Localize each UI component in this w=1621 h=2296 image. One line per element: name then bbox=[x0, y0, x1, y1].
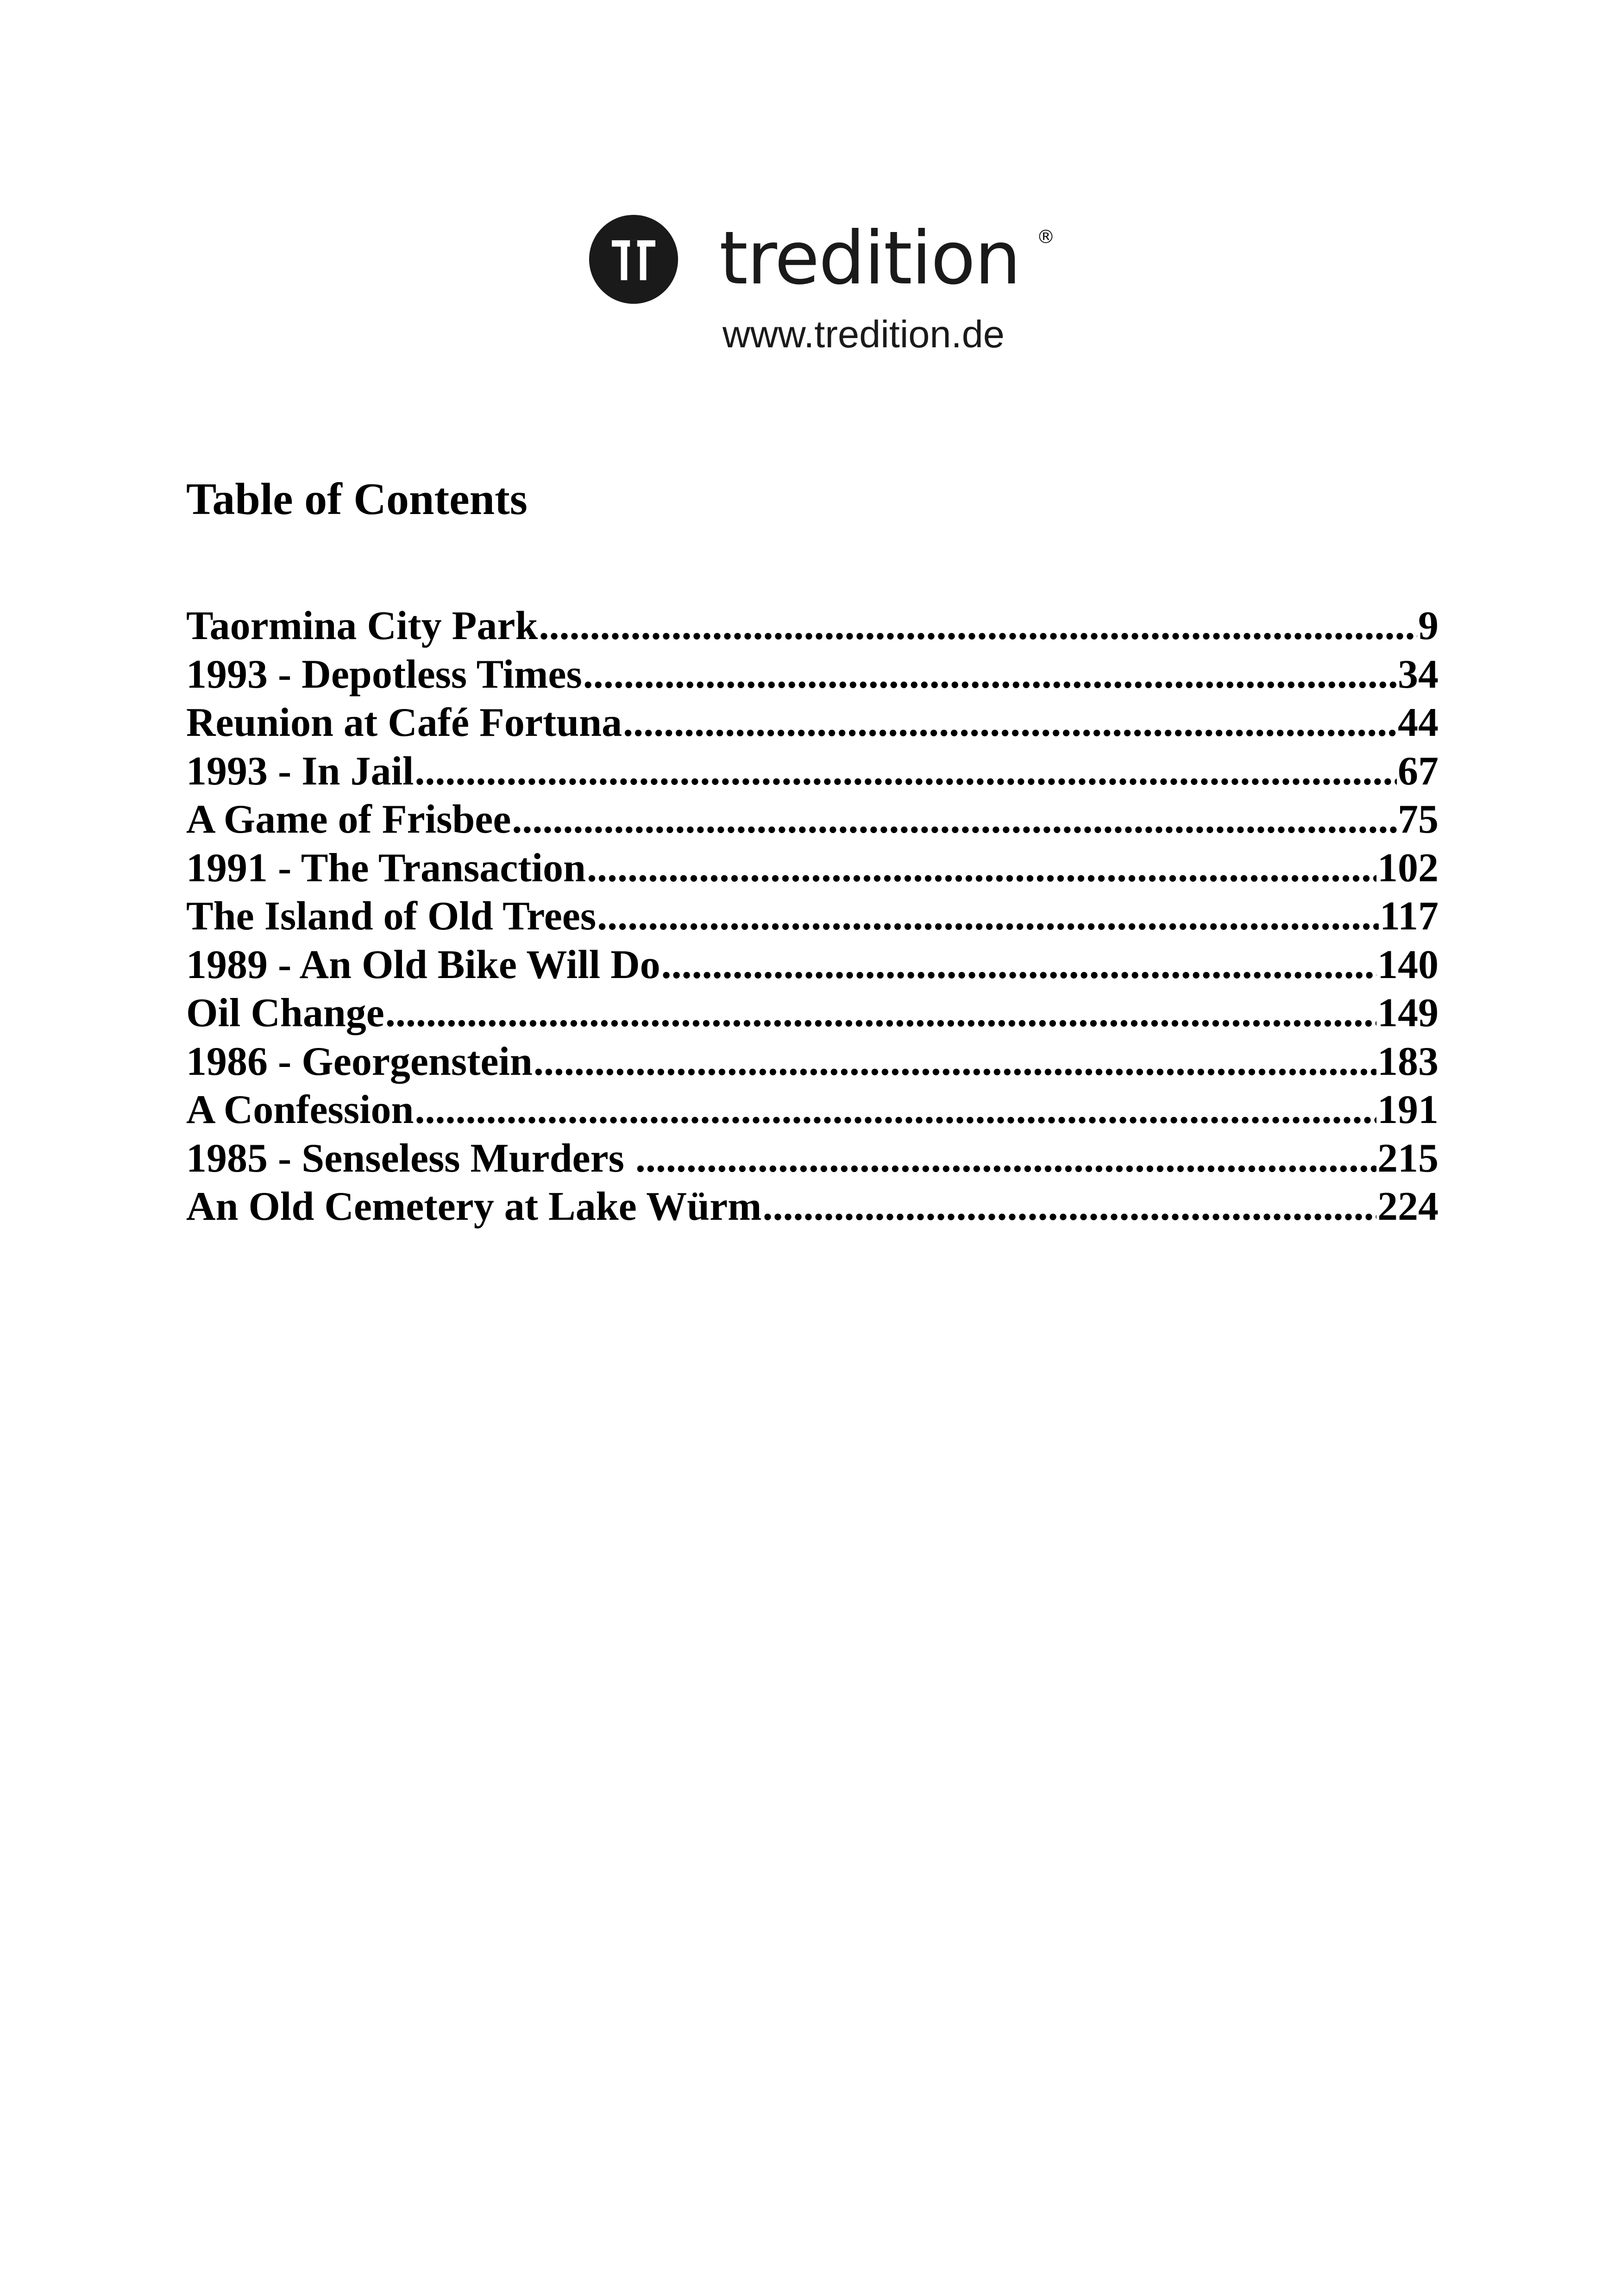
toc-list bbox=[186, 602, 1439, 1231]
toc-entry-page: 67 bbox=[1398, 748, 1439, 794]
toc-heading: Table of Contents bbox=[186, 474, 528, 524]
toc-leader-dots bbox=[385, 989, 1376, 1038]
toc-entry bbox=[186, 1086, 1439, 1135]
toc-entry-page: 140 bbox=[1377, 942, 1439, 987]
toc-entry bbox=[186, 1183, 1439, 1231]
toc-entry bbox=[186, 844, 1439, 893]
toc-leader-dots bbox=[415, 747, 1397, 796]
toc-entry-page: 9 bbox=[1418, 603, 1439, 648]
toc-entry-title: Reunion at Café Fortuna bbox=[186, 700, 622, 745]
toc-entry-title: An Old Cemetery at Lake Würm bbox=[186, 1184, 762, 1229]
toc-entry bbox=[186, 941, 1439, 990]
toc-leader-dots bbox=[635, 1135, 1376, 1183]
toc-entry bbox=[186, 892, 1439, 941]
toc-entry bbox=[186, 699, 1439, 747]
toc-entry-title: The Island of Old Trees bbox=[186, 894, 597, 939]
toc-entry bbox=[186, 651, 1439, 699]
toc-entry-page: 34 bbox=[1398, 652, 1439, 697]
toc-leader-dots bbox=[762, 1183, 1376, 1231]
publisher-url: www.tredition.de bbox=[723, 313, 1005, 356]
toc-entry-page: 117 bbox=[1379, 894, 1439, 939]
toc-entry-title: 1986 - Georgenstein bbox=[186, 1039, 533, 1084]
toc-entry-title: Taormina City Park bbox=[186, 603, 538, 648]
toc-leader-dots bbox=[623, 699, 1397, 747]
toc-entry-title: Oil Change bbox=[186, 991, 384, 1035]
toc-leader-dots bbox=[534, 1038, 1376, 1086]
toc-entry-page: 191 bbox=[1377, 1087, 1439, 1132]
toc-entry bbox=[186, 796, 1439, 844]
toc-entry-page: 102 bbox=[1377, 845, 1439, 891]
toc-entry bbox=[186, 747, 1439, 796]
toc-entry bbox=[186, 1135, 1439, 1183]
toc-entry-page: 215 bbox=[1377, 1135, 1439, 1181]
publisher-wordmark: tredition bbox=[719, 216, 1020, 301]
toc-leader-dots bbox=[597, 892, 1379, 941]
registered-mark: ® bbox=[1037, 226, 1055, 248]
toc-leader-dots bbox=[415, 1086, 1376, 1135]
toc-leader-dots bbox=[539, 602, 1417, 651]
toc-entry-page: 44 bbox=[1398, 700, 1439, 745]
toc-entry-title: 1989 - An Old Bike Will Do bbox=[186, 942, 660, 987]
toc-entry bbox=[186, 602, 1439, 651]
toc-entry-page: 75 bbox=[1398, 797, 1439, 842]
publisher-logo bbox=[588, 213, 1055, 324]
toc-entry-title: A Game of Frisbee bbox=[186, 797, 511, 842]
toc-leader-dots bbox=[661, 941, 1376, 990]
toc-entry bbox=[186, 989, 1439, 1038]
toc-entry-page: 183 bbox=[1377, 1039, 1439, 1084]
tredition-logo-icon bbox=[588, 214, 679, 305]
toc-leader-dots bbox=[512, 796, 1397, 844]
toc-entry-title: 1993 - In Jail bbox=[186, 748, 414, 794]
toc-entry-title: 1993 - Depotless Times bbox=[186, 652, 582, 697]
toc-entry bbox=[186, 1038, 1439, 1086]
toc-entry-title: 1991 - The Transaction bbox=[186, 845, 586, 891]
toc-entry-title: A Confession bbox=[186, 1087, 414, 1132]
toc-leader-dots bbox=[583, 651, 1397, 699]
toc-entry-page: 224 bbox=[1377, 1184, 1439, 1229]
toc-entry-title: 1985 - Senseless Murders bbox=[186, 1135, 635, 1181]
toc-leader-dots bbox=[587, 844, 1376, 893]
toc-entry-page: 149 bbox=[1377, 991, 1439, 1035]
